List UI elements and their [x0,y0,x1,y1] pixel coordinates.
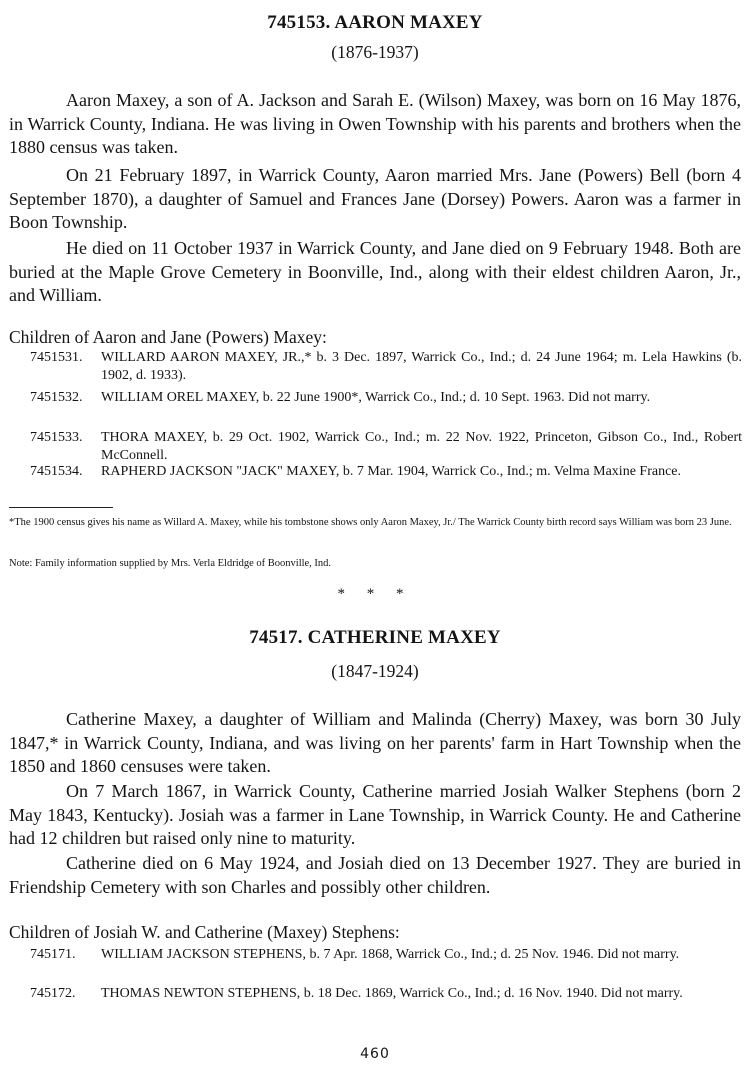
section-title-catherine-maxey: 74517. CATHERINE MAXEY [249,627,501,648]
footnote-divider [9,507,113,508]
child-entry: THORA MAXEY, b. 29 Oct. 1902, Warrick Co., Ind.; m. 22 Nov. 1922, Princeton, Gibson Co., Ind., Robert McConnell. [101,430,742,463]
footnote: *The 1900 census gives his name as Willard A. Maxey, while his tombstone shows only Aaron Maxey, Jr./ The Warrick County birth record says William was born 23 June. [9,517,732,528]
paragraph-aaron-death: He died on 11 October 1937 in Warrick County, and Jane died on 9 February 1948. Both are buried at the Maple Grove Cemetery in Boonville, Ind., along with their eldest children Aaron, Jr., and William. [9,238,741,305]
child-number: 745171. [30,947,76,962]
paragraph-catherine-marriage: On 7 March 1867, in Warrick County, Catherine married Josiah Walker Stephens (born 2 May 1843, Kentucky). Josiah was a farmer in Lane Township, in Warrick County. He and Catherine had 12 children but raised only nine to maturity. [9,781,741,848]
paragraph-catherine-birth: Catherine Maxey, a daughter of William and Malinda (Cherry) Maxey, was born 30 July 1847,* in Warrick County, Indiana, and was living on her parents' farm in Hart Township when the 1850 and 1860 censuses were taken. [9,709,741,776]
list-item-child [30,349,742,385]
child-entry: WILLIAM OREL MAXEY, b. 22 June 1900*, Warrick Co., Ind.; d. 10 Sept. 1963. Did not marry. [101,390,651,405]
child-number: 7451531. [30,350,83,365]
child-entry: WILLIAM JACKSON STEPHENS, b. 7 Apr. 1868, Warrick Co., Ind.; d. 25 Nov. 1946. Did not marry. [101,947,680,962]
child-entry: THOMAS NEWTON STEPHENS, b. 18 Dec. 1869, Warrick Co., Ind.; d. 16 Nov. 1940. Did not marry. [101,986,683,1001]
list-item-child [30,946,742,964]
list-item-child [30,389,742,407]
children-heading-aaron: Children of Aaron and Jane (Powers) Maxey: [9,327,327,347]
child-number: 7451533. [30,430,83,445]
section-title-aaron-maxey: 745153. AARON MAXEY [267,12,483,33]
list-item-child [30,463,742,481]
paragraph-catherine-death: Catherine died on 6 May 1924, and Josiah died on 13 December 1927. They are buried in Friendship Cemetery with son Charles and possibly other children. [9,853,741,897]
list-item-child [30,985,742,1003]
paragraph-aaron-marriage: On 21 February 1897, in Warrick County, Aaron married Mrs. Jane (Powers) Bell (born 4 September 1870), a daughter of Samuel and Frances Jane (Dorsey) Powers. Aaron was a farmer in Boon Township. [9,165,741,232]
paragraph-aaron-birth: Aaron Maxey, a son of A. Jackson and Sarah E. (Wilson) Maxey, was born on 16 May 1876, in Warrick County, Indiana. He was living in Owen Township with his parents and brothers when the 1880 census was taken. [9,90,741,157]
lifespan-dates-catherine: (1847-1924) [331,661,419,681]
child-number: 745172. [30,986,76,1001]
child-number: 7451532. [30,390,83,405]
section-separator: * * * [337,586,413,602]
page-number: 460 [360,1046,390,1062]
lifespan-dates-aaron: (1876-1937) [331,42,419,62]
list-item-child [30,429,742,465]
child-entry: RAPHERD JACKSON "JACK" MAXEY, b. 7 Mar. 1904, Warrick Co., Ind.; m. Velma Maxine France. [101,464,682,479]
child-number: 7451534. [30,464,83,479]
children-heading-catherine: Children of Josiah W. and Catherine (Maxey) Stephens: [9,922,400,942]
note-family-information: Note: Family information supplied by Mrs. Verla Eldridge of Boonville, Ind. [9,558,332,569]
child-entry: WILLARD AARON MAXEY, JR.,* b. 3 Dec. 1897, Warrick Co., Ind.; d. 24 June 1964; m. Lela Hawkins (b. 1902, d. 1933). [101,350,742,383]
